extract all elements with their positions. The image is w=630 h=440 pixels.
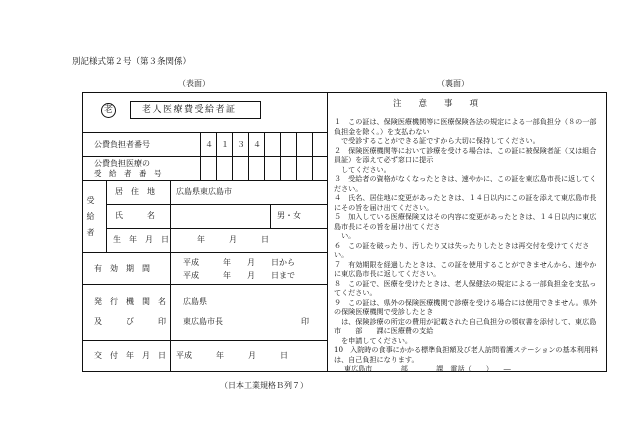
note-line: い。 [334,231,356,240]
payer-digit-3: ３ [237,140,245,149]
recipient-number-label-1: 公費負担医療の [94,159,150,168]
issuer-label-2: 及 び 印 [94,317,166,326]
front-side-label: （表面） [178,79,210,88]
standard-note: （日本工業規格Ｂ列７） [220,381,308,390]
note-line: ５ 加入している医療保険又はその内容に変更があったときは、１４日以内に東広島市長にその旨を届け出てくださ [334,212,597,231]
note-line: ４ 氏名、居住地に変更があったときは、１４日以内にこの証を添えて東広島市長にその旨を届け出てください。 [334,193,597,212]
payer-digit-1: ４ [205,140,213,149]
front-card [82,92,328,372]
issue-date-label: 交 付 年 月 日 [94,351,166,360]
form-label: 別記様式第２号（第３条関係） [72,57,192,67]
notes-heading: 注 意 事 項 [393,99,479,109]
note-line: 10 入院時の食事にかかる標準負担額及び老人訪問看護ステーションの基本利用料は、自己負担になります。 [334,345,598,364]
birth-value: 年 月 日 [197,235,269,244]
payer-digit-2: １ [221,140,229,149]
back-side-label: （裏面） [437,79,469,88]
validity-label: 有 効 期 間 [94,264,150,273]
birth-label: 生 年 月 日 [113,235,169,244]
note-line: ２ 保険医療機関等において診療を受ける場合は、この証に被保険者証（又は組合員証）を添えて必ず窓口に提示 [334,145,597,164]
note-line: １ この証は、保険医療機関等に医療保険各法の規定による一部負担分（８の一部負担金を除く。）を支払わない [334,117,597,136]
note-line: ６ この証を破ったり、汚したり又は失ったりしたときは再交付を受けてください。 [334,240,590,259]
note-line: ７ 有効期限を経過したときは、この証を使用することができませんから、速やかに東広島市長に返してください。 [334,259,597,278]
contact-line: 東広島市 部 課 電話（ ） ― [344,364,511,373]
issue-date-value: 平成 年 月 日 [176,351,288,360]
circle-char: 老 [104,105,114,115]
issuer-value-2: 東広島市長 [183,317,223,326]
payer-number-label: 公費負担者番号 [94,140,150,149]
note-line: を申請してください。 [334,335,413,345]
notes-list [334,117,602,374]
note-line: で受診することができる証ですから大切に保持してください。 [334,136,540,145]
note-line: ９ この証は、県外の保険医療機関で診療を受ける場合には使用できません。県外の保険医療機関で受診したとき [334,297,597,316]
issuer-value-1: 広島県 [183,297,207,306]
note-line: ８ この証で、医療を受けたときは、老人保健法の規定による一部負担金を支払ってください。 [334,278,597,297]
address-label: 居 住 地 [115,187,155,196]
recipient-group-label: 受 給 者 [86,196,95,236]
sex-value: 男・女 [277,211,301,220]
issuer-label-1: 発 行 機 関 名 [94,297,166,306]
note-line: してください。 [334,164,391,174]
validity-line-1: 平成 年 月 日から [183,258,295,267]
payer-digit-4: ４ [253,140,261,149]
note-line: は、保険診療の所定の費用が記載された自己負担分の領収書を添付して、東広島市 部 課に医療費の支給 [334,316,597,335]
validity-line-2: 平成 年 月 日まで [183,271,295,280]
address-value: 広島県東広島市 [176,187,232,196]
name-label: 氏 名 [115,211,155,220]
card-title: 老人医療費受給者証 [142,105,237,115]
seal-char: 印 [301,317,309,326]
note-line: ３ 受給者の資格がなくなったときは、速やかに、この証を東広島市長に返してください。 [334,174,597,193]
recipient-number-label-2: 受 給 者 番 号 [94,169,162,178]
